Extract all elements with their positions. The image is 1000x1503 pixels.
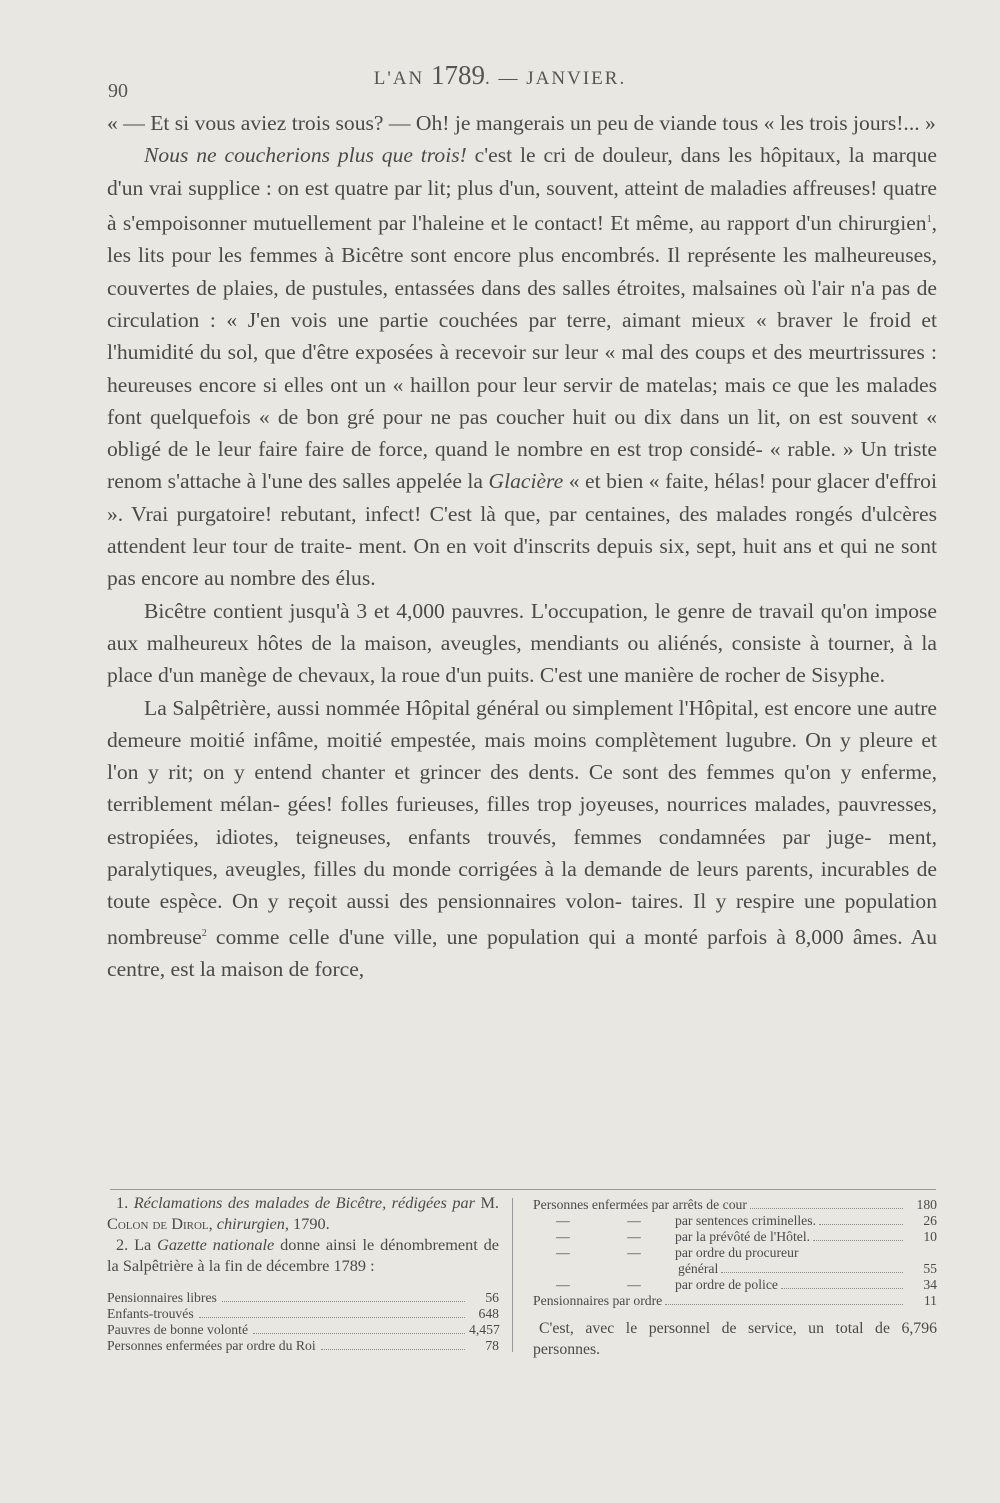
census-row: Personnes enfermées par arrêts de cour 180	[533, 1197, 937, 1212]
paragraph-2: Nous ne coucherions plus que trois! c'est le cri de douleur, dans les hôpitaux, la marque d'un vrai supplice : on est quatre par lit; plus d'un, souvent, atteint de maladies affreuses! quatre à s'empoisonner mutuellement par l'haleine et le contact! Et même, au rapport d'un chirurgien$^1$, les lits pour les femmes à Bicêtre sont encore plus encombrés. Il représente les malheureuses, couvertes de plaies, de pustules, entassées dans des salles étroites, malsaines où l'air n'a pas de circulation : « J'en vois une partie couchées par terre, aimant mieux « braver le froid et l'humidité du sol, que d'être exposées à recevoir sur leur « mal des coups et des meurtrissures : heureuses encore si elles ont un « haillon pour leur servir de matelas; mais ce que les malades font quelquefois « de bon gré pour ne pas coucher huit ou dix dans un lit, on est souvent « obligé de le leur faire faire de force, quand le nombre en est trop considé- « rable. » Un triste renom s'attache à l'une des salles appelée la Glacière « et bien « faite, hélas! pour glacer d'effroi ». Vrai purgatoire! rebutant, infect! C'est là que, par centaines, des malades rongés d'ulcères attendent leur tour de traite- ment. On en voit d'inscrits depuis six, sept, huit ans et qui ne sont pas encore au nombre des élus.	[107, 143, 937, 591]
footnote-column-divider	[512, 1198, 513, 1352]
census-row: Pensionnaires libres 56	[107, 1290, 499, 1305]
census-list-left	[107, 1290, 499, 1354]
census-row: — — par ordre du procureur	[556, 1245, 799, 1260]
census-row: Pensionnaires par ordre 11	[533, 1292, 937, 1308]
census-total-sentence: C'est, avec le personnel de service, un total de 6,796 personnes.	[533, 1319, 937, 1358]
running-head-prefix: L'AN	[373, 68, 425, 89]
paragraph-3: Bicêtre contient jusqu'à 3 et 4,000 pauvres. L'occupation, le genre de travail qu'on impose aux malheureux hôtes de la maison, aveugles, mendiants ou aliénés, consiste à tourner, à la place d'un manège de chevaux, la roue d'un puits. C'est une manière de rocher de Sisyphe.	[107, 598, 937, 688]
census-row: — — par la prévôté de l'Hôtel. 10	[556, 1229, 937, 1244]
census-row: Enfants-trouvés 648	[107, 1306, 499, 1321]
footnote-1: 1. Réclamations des malades de Bicêtre, rédigées par M. Colon de Dirol, chirurgien, 1790.	[107, 1193, 499, 1233]
glaciere-italic: Glacière	[488, 469, 564, 494]
footnotes-left-column	[107, 1192, 499, 1354]
census-row: — — par sentences criminelles. 26	[556, 1213, 937, 1228]
footnote-rule	[110, 1189, 936, 1190]
census-row: — — par ordre de police 34	[556, 1276, 937, 1292]
census-row: Pauvres de bonne volonté 4,457	[107, 1322, 500, 1337]
footnote-2: 2. La Gazette nationale donne ainsi le dénombrement de la Salpêtrière à la fin de décembre 1789 :	[107, 1235, 499, 1275]
census-list-right	[533, 1197, 937, 1309]
running-head-year: 1789	[431, 60, 486, 90]
running-head	[0, 60, 1000, 91]
census-row: Personnes enfermées par ordre du Roi 78	[107, 1338, 499, 1353]
footnote-ref-1: 1	[926, 213, 932, 225]
footnote-ref-2: 2	[201, 927, 207, 939]
running-head-suffix: . — JANVIER.	[485, 68, 627, 89]
main-text	[107, 107, 937, 985]
paragraph-2-italic: Nous ne coucherions plus que trois!	[144, 143, 467, 168]
paragraph-1: « — Et si vous aviez trois sous? — Oh! je mangerais un peu de viande tous « les trois jours!... »	[107, 111, 936, 135]
paragraph-4: La Salpêtrière, aussi nommée Hôpital général ou simplement l'Hôpital, est encore une autre demeure moitié infâme, moitié empestée, mais moins complètement lugubre. On y pleure et l'on y rit; on y entend chanter et grincer des dents. Ce sont des femmes qu'on y enferme, terriblement mélan- gées! folles furieuses, filles trop joyeuses, nourrices malades, pauvresses, estropiées, idiotes, teigneuses, enfants trouvés, femmes condamnées par juge- ment, paralytiques, aveugles, filles du monde corrigées à la demande de leurs parents, incurables de toute espèce. On y reçoit aussi des pensionnaires volon- taires. Il y respire une population nombreuse$^2$ comme celle d'une ville, une population qui a monté parfois à 8,000 âmes. Au centre, est la maison de force,	[107, 695, 937, 982]
page-number: 90	[108, 80, 128, 102]
census-row: général 55	[678, 1260, 937, 1276]
footnotes-right-column	[533, 1197, 937, 1360]
